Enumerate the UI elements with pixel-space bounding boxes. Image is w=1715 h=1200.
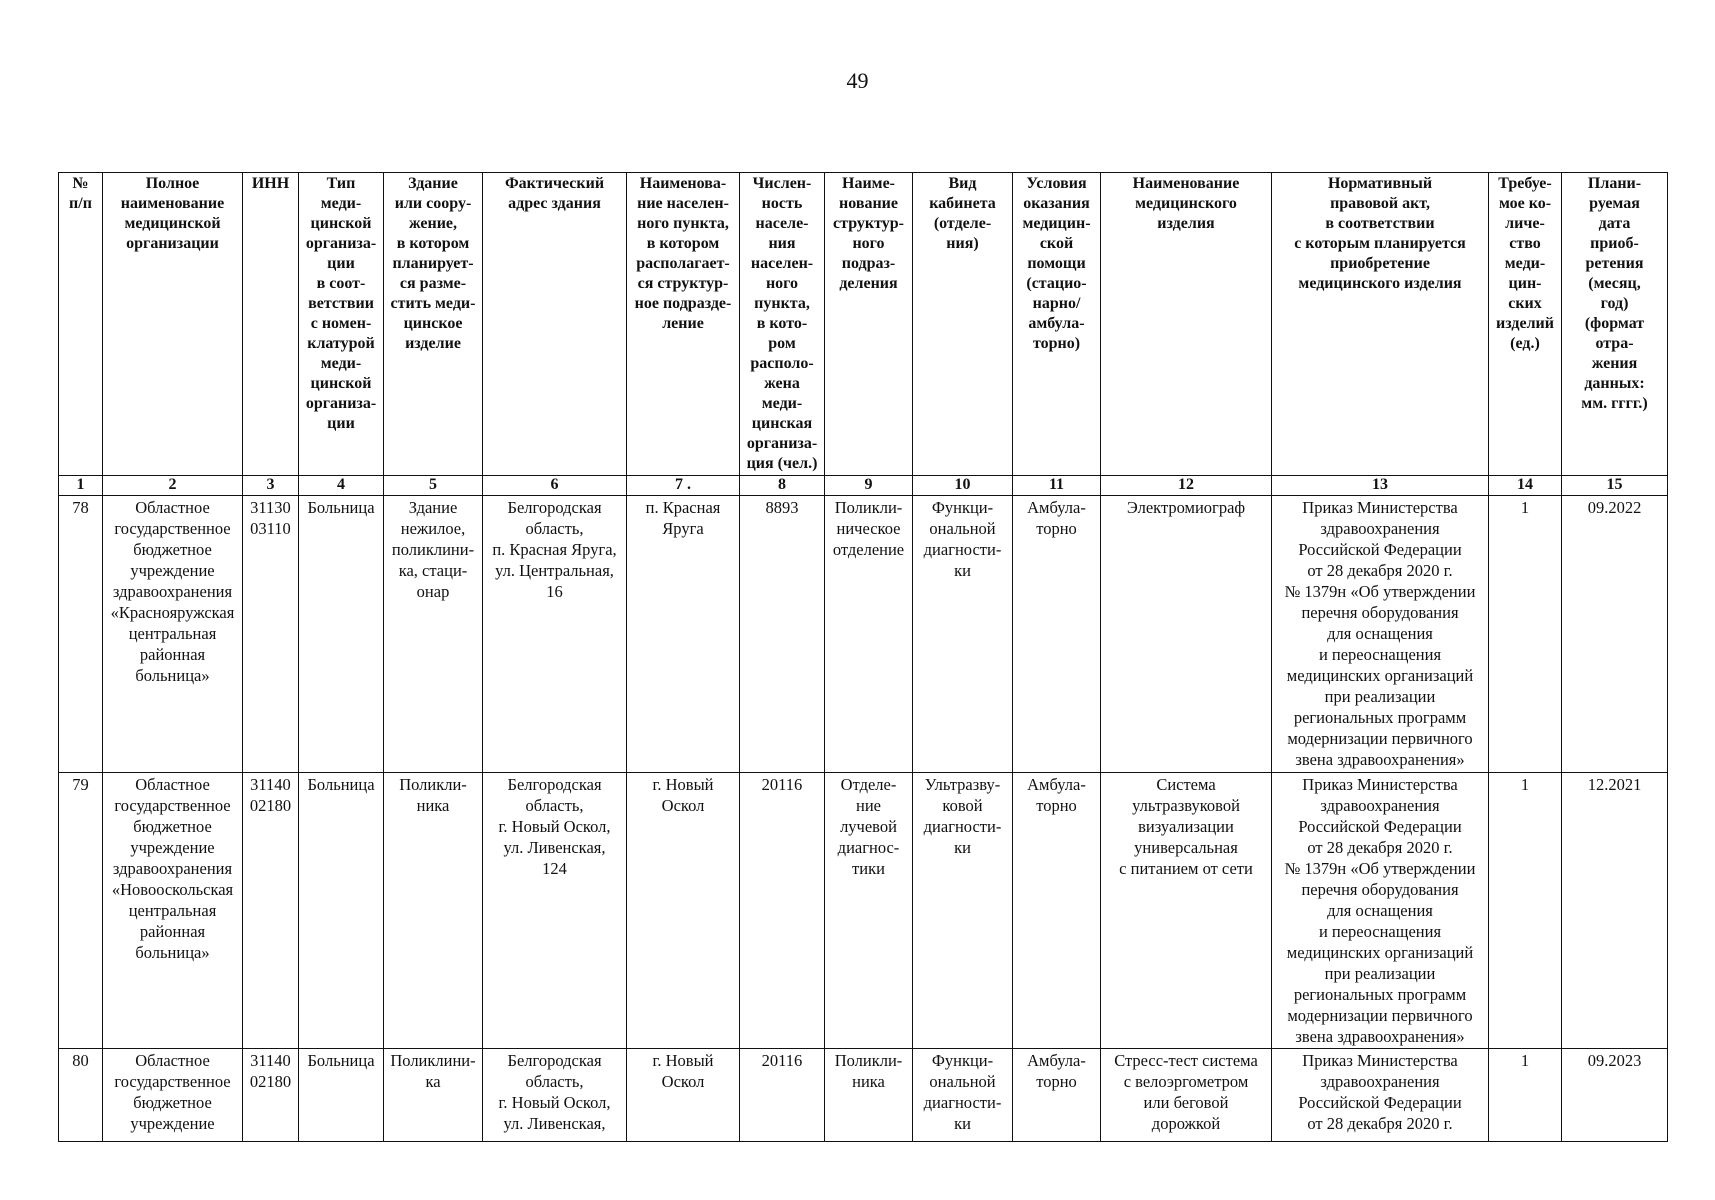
care-conditions: Амбула- торно bbox=[1013, 496, 1101, 772]
column-number-row bbox=[59, 476, 1668, 496]
equipment-table bbox=[58, 172, 1668, 1142]
organization-type: Больница bbox=[299, 496, 384, 772]
header-cell: Плани- руемая дата приоб- ретения (месяц, год) (формат отра- жения данных: мм. гггг.) bbox=[1562, 173, 1668, 476]
row-number: 79 bbox=[59, 772, 103, 1048]
row-number: 78 bbox=[59, 496, 103, 772]
column-number: 11 bbox=[1013, 476, 1101, 496]
column-number: 2 bbox=[103, 476, 243, 496]
column-number: 15 bbox=[1562, 476, 1668, 496]
quantity: 1 bbox=[1489, 496, 1562, 772]
organization-type: Больница bbox=[299, 1048, 384, 1141]
table-row bbox=[59, 496, 1668, 772]
locality: г. Новый Оскол bbox=[627, 1048, 740, 1141]
row-number: 80 bbox=[59, 1048, 103, 1141]
planned-date: 12.2021 bbox=[1562, 772, 1668, 1048]
column-number: 8 bbox=[740, 476, 825, 496]
building: Поликли- ника bbox=[384, 772, 483, 1048]
organization-name: Областное государственное бюджетное учреждение bbox=[103, 1048, 243, 1141]
address: Белгородская область, г. Новый Оскол, ул. Ливенская, bbox=[483, 1048, 627, 1141]
legal-act: Приказ Министерства здравоохранения Российской Федерации от 28 декабря 2020 г. № 1379н «Об утверждении перечня оборудования для оснащения и переоснащения медицинских организаций при реализации региональных программ модернизации первичного звена здравоохранения» bbox=[1272, 496, 1489, 772]
division: Поликли- ника bbox=[825, 1048, 913, 1141]
table-header-row bbox=[59, 173, 1668, 476]
column-number: 7 . bbox=[627, 476, 740, 496]
locality: п. Красная Яруга bbox=[627, 496, 740, 772]
header-cell: Числен- ность населе- ния населен- ного пункта, в кото- ром располо- жена меди- цинская организа- ция (чел.) bbox=[740, 173, 825, 476]
planned-date: 09.2023 bbox=[1562, 1048, 1668, 1141]
header-cell: № п/п bbox=[59, 173, 103, 476]
column-number: 12 bbox=[1101, 476, 1272, 496]
column-number: 10 bbox=[913, 476, 1013, 496]
device-name: Электромиограф bbox=[1101, 496, 1272, 772]
column-number: 1 bbox=[59, 476, 103, 496]
division: Отделе- ние лучевой диагнос- тики bbox=[825, 772, 913, 1048]
page-number: 49 bbox=[846, 68, 869, 93]
locality: г. Новый Оскол bbox=[627, 772, 740, 1048]
quantity: 1 bbox=[1489, 1048, 1562, 1141]
cabinet-type: Функци- ональной диагности- ки bbox=[913, 496, 1013, 772]
header-cell: Требуе- мое ко- личе- ство меди- цин- ских изделий (ед.) bbox=[1489, 173, 1562, 476]
header-cell: Тип меди- цинской организа- ции в соот- ветствии с номен- клатурой меди- цинской организа- ции bbox=[299, 173, 384, 476]
inn: 31140 02180 bbox=[243, 772, 299, 1048]
header-cell: Нормативный правовой акт, в соответствии с которым планируется приобретение медицинского изделия bbox=[1272, 173, 1489, 476]
column-number: 6 bbox=[483, 476, 627, 496]
column-number: 3 bbox=[243, 476, 299, 496]
header-cell: Наименование медицинского изделия bbox=[1101, 173, 1272, 476]
column-number: 13 bbox=[1272, 476, 1489, 496]
building: Здание нежилое, поликлини- ка, стаци- онар bbox=[384, 496, 483, 772]
header-cell: ИНН bbox=[243, 173, 299, 476]
column-number: 9 bbox=[825, 476, 913, 496]
division: Поликли- ническое отделение bbox=[825, 496, 913, 772]
cabinet-type: Ультразву- ковой диагности- ки bbox=[913, 772, 1013, 1048]
header-cell: Наиме- нование структур- ного подраз- деления bbox=[825, 173, 913, 476]
legal-act: Приказ Министерства здравоохранения Российской Федерации от 28 декабря 2020 г. bbox=[1272, 1048, 1489, 1141]
care-conditions: Амбула- торно bbox=[1013, 1048, 1101, 1141]
header-cell: Вид кабинета (отделе- ния) bbox=[913, 173, 1013, 476]
header-cell: Здание или соору- жение, в котором планирует- ся разме- стить меди- цинское изделие bbox=[384, 173, 483, 476]
column-number: 14 bbox=[1489, 476, 1562, 496]
table-row bbox=[59, 772, 1668, 1048]
inn: 31140 02180 bbox=[243, 1048, 299, 1141]
population: 8893 bbox=[740, 496, 825, 772]
organization-name: Областное государственное бюджетное учреждение здравоохранения «Новооскольская центральная районная больница» bbox=[103, 772, 243, 1048]
organization-type: Больница bbox=[299, 772, 384, 1048]
planned-date: 09.2022 bbox=[1562, 496, 1668, 772]
address: Белгородская область, г. Новый Оскол, ул. Ливенская, 124 bbox=[483, 772, 627, 1048]
table-row bbox=[59, 1048, 1668, 1141]
address: Белгородская область, п. Красная Яруга, ул. Центральная, 16 bbox=[483, 496, 627, 772]
column-number: 5 bbox=[384, 476, 483, 496]
device-name: Система ультразвуковой визуализации универсальная с питанием от сети bbox=[1101, 772, 1272, 1048]
header-cell: Полное наименование медицинской организации bbox=[103, 173, 243, 476]
building: Поликлини- ка bbox=[384, 1048, 483, 1141]
column-number: 4 bbox=[299, 476, 384, 496]
inn: 31130 03110 bbox=[243, 496, 299, 772]
care-conditions: Амбула- торно bbox=[1013, 772, 1101, 1048]
legal-act: Приказ Министерства здравоохранения Российской Федерации от 28 декабря 2020 г. № 1379н «Об утверждении перечня оборудования для оснащения и переоснащения медицинских организаций при реализации региональных программ модернизации первичного звена здравоохранения» bbox=[1272, 772, 1489, 1048]
population: 20116 bbox=[740, 1048, 825, 1141]
device-name: Стресс-тест система с велоэргометром или беговой дорожкой bbox=[1101, 1048, 1272, 1141]
quantity: 1 bbox=[1489, 772, 1562, 1048]
header-cell: Фактический адрес здания bbox=[483, 173, 627, 476]
header-cell: Условия оказания медицин- ской помощи (стацио- нарно/ амбула- торно) bbox=[1013, 173, 1101, 476]
cabinet-type: Функци- ональной диагности- ки bbox=[913, 1048, 1013, 1141]
header-cell: Наименова- ние населен- ного пункта, в котором располагает- ся структур- ное подразде- ление bbox=[627, 173, 740, 476]
population: 20116 bbox=[740, 772, 825, 1048]
organization-name: Областное государственное бюджетное учреждение здравоохранения «Краснояружская центральная районная больница» bbox=[103, 496, 243, 772]
